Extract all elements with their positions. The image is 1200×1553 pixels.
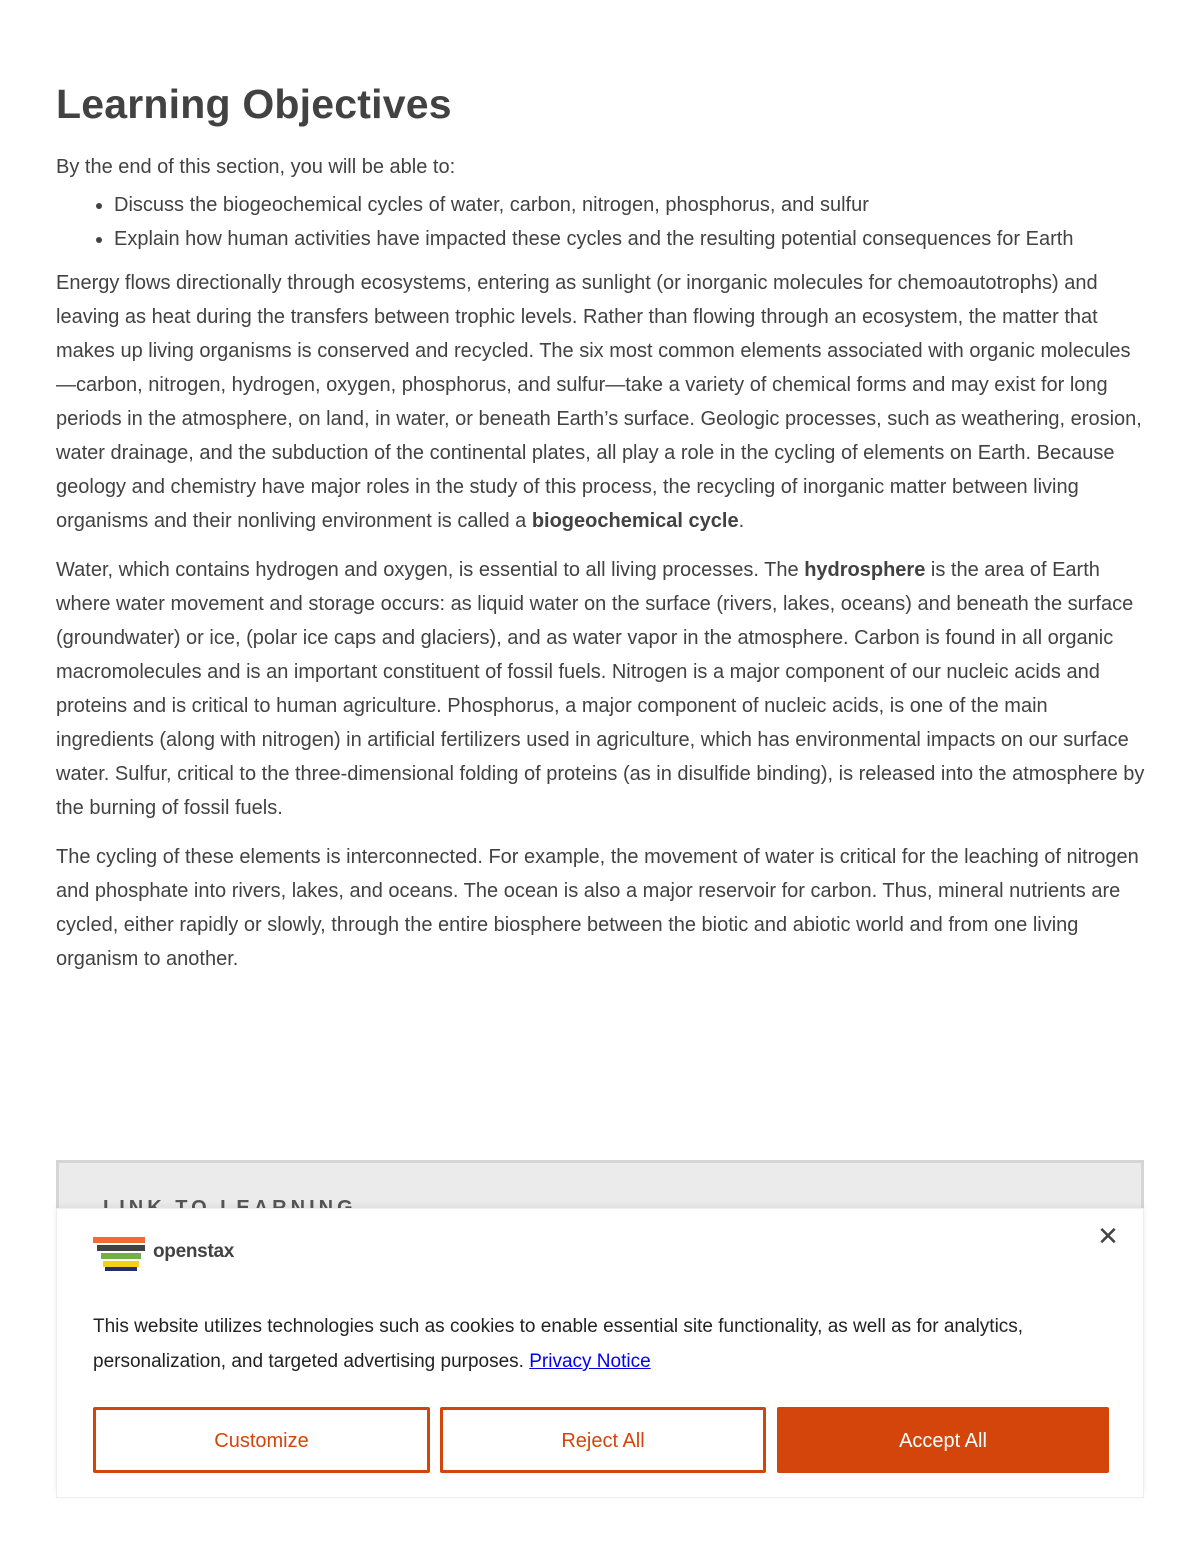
main-content	[56, 80, 1146, 991]
customize-button[interactable]: Customize	[93, 1407, 430, 1473]
close-button[interactable]	[1093, 1221, 1123, 1251]
accept-all-button[interactable]: Accept All	[777, 1407, 1109, 1473]
paragraph-energy-flow	[56, 266, 1146, 538]
paragraph-cycling: The cycling of these elements is interconnected. For example, the movement of water is critical for the leaching of nitrogen and phosphate into rivers, lakes, and oceans. The ocean is also a major reservoir for carbon. Thus, mineral nutrients are cycled, either rapidly or slowly, through the entire biosphere between the biotic and abiotic world and from one living organism to another.	[56, 846, 1139, 970]
list-item: • Explain how human activities have impacted these cycles and the resulting potential consequences for Earth	[114, 222, 1146, 256]
objectives-intro: By the end of this section, you will be able to:	[56, 156, 456, 178]
term-biogeochemical-cycle: biogeochemical cycle	[531, 510, 739, 532]
paragraph-text: is the area of Earth where water movement and storage occurs: as liquid water on the surface (rivers, lakes, oceans) and beneath the surface (groundwater) or ice, (polar ice caps and glaciers), and as water vapor in the atmosphere. Carbon is found in all organic macromolecules and is an important constituent of fossil fuels. Nitrogen is a major component of our nucleic acids and proteins and is critical to human agriculture. Phosphorus, a major component of nucleic acids, is one of the main ingredients (along with nitrogen) in artificial fertilizers used in agriculture, which has environmental impacts on our surface water. Sulfur, critical to the three-dimensional folding of proteins (as in disulfide binding), is released into the atmosphere by the burning of fossil fuels.	[56, 559, 1145, 819]
cookie-text: This website utilizes technologies such as cookies to enable essential site functionality, as well as for analytics, personalization, and targeted advertising purposes.	[93, 1316, 1024, 1372]
reject-all-button[interactable]: Reject All	[440, 1407, 766, 1473]
paragraph-text: Energy flows directionally through ecosystems, entering as sunlight (or inorganic molecules for chemoautotrophs) and leaving as heat during the transfers between trophic levels. Rather than flowing through an ecosystem, the matter that makes up living organisms is conserved and recycled. The six most common elements associated with organic molecules—carbon, nitrogen, hydrogen, oxygen, phosphorus, and sulfur—take a variety of chemical forms and may exist for long periods in the atmosphere, on land, in water, or beneath Earth’s surface. Geologic processes, such as weathering, erosion, water drainage, and the subduction of the continental plates, all play a role in the cycling of elements on Earth. Because geology and chemistry have major roles in the study of this process, the recycling of inorganic matter between living organisms and their nonliving environment is called a	[56, 272, 1142, 532]
privacy-notice-link[interactable]: Privacy Notice	[529, 1351, 651, 1372]
page-title: Learning Objectives	[56, 81, 452, 127]
list-item: • Discuss the biogeochemical cycles of water, carbon, nitrogen, phosphorus, and sulfur	[114, 188, 1146, 222]
paragraph-water	[56, 553, 1146, 825]
cookie-notice-text	[93, 1309, 1053, 1379]
close-icon: ✕	[1097, 1221, 1119, 1251]
cookie-banner	[56, 1208, 1144, 1498]
term-hydrosphere: hydrosphere	[804, 559, 926, 581]
paragraph-text: .	[738, 510, 745, 532]
openstax-logo	[91, 1233, 251, 1273]
openstax-logo-text: openstax	[153, 1241, 235, 1262]
paragraph-text: Water, which contains hydrogen and oxygen, is essential to all living processes. The	[56, 559, 805, 581]
objectives-list	[56, 188, 1146, 256]
